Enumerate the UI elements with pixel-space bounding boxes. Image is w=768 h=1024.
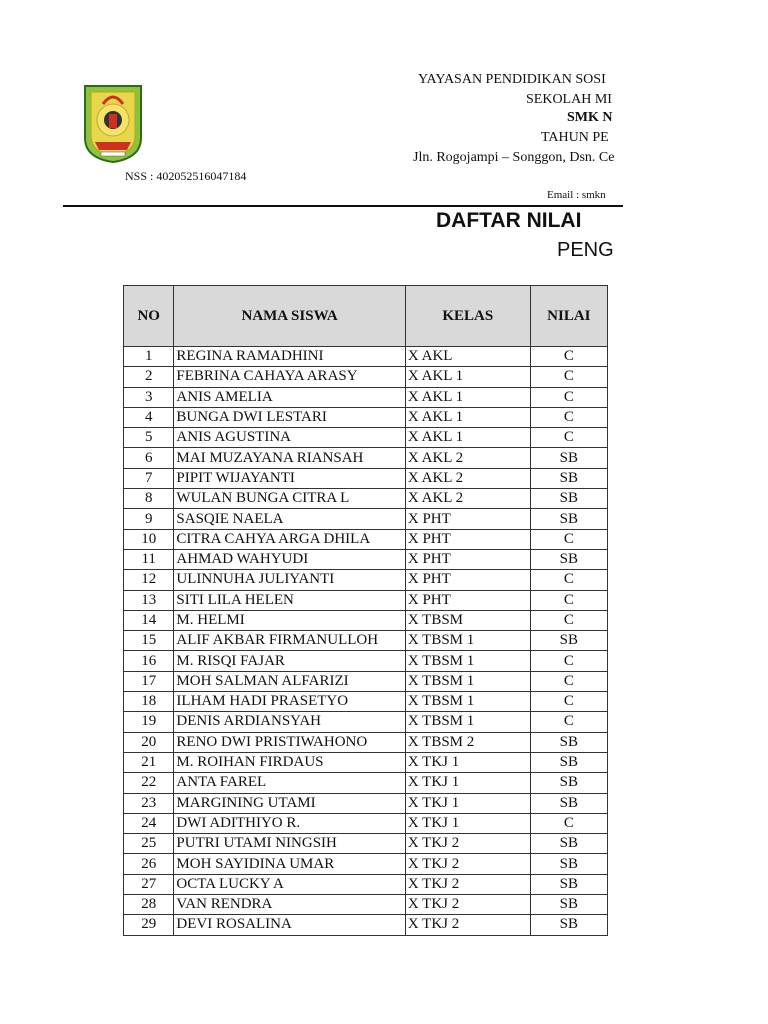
cell-no: 8 (124, 489, 174, 509)
cell-nilai: C (530, 387, 607, 407)
cell-nama-siswa: M. HELMI (174, 610, 405, 630)
school-name: SMK N (567, 110, 613, 125)
cell-nilai: C (530, 813, 607, 833)
cell-nama-siswa: ANIS AMELIA (174, 387, 405, 407)
cell-nama-siswa: MAI MUZAYANA RIANSAH (174, 448, 405, 468)
table-row (124, 773, 608, 793)
table-row (124, 570, 608, 590)
foundation-name: YAYASAN PENDIDIKAN SOSI (418, 72, 606, 87)
cell-kelas: X TKJ 2 (405, 854, 530, 874)
cell-kelas: X PHT (405, 509, 530, 529)
cell-nama-siswa: CITRA CAHYA ARGA DHILA (174, 529, 405, 549)
cell-kelas: X AKL (405, 347, 530, 367)
cell-kelas: X PHT (405, 590, 530, 610)
cell-nama-siswa: AHMAD WAHYUDI (174, 549, 405, 569)
cell-nilai: C (530, 529, 607, 549)
cell-kelas: X TKJ 2 (405, 834, 530, 854)
table-row (124, 509, 608, 529)
cell-nama-siswa: ANTA FAREL (174, 773, 405, 793)
cell-nilai: C (530, 347, 607, 367)
cell-nilai: C (530, 590, 607, 610)
cell-nama-siswa: SASQIE NAELA (174, 509, 405, 529)
cell-nilai: C (530, 692, 607, 712)
cell-nama-siswa: DWI ADITHIYO R. (174, 813, 405, 833)
cell-nilai: SB (530, 549, 607, 569)
cell-no: 14 (124, 610, 174, 630)
table-row (124, 692, 608, 712)
cell-nama-siswa: ALIF AKBAR FIRMANULLOH (174, 631, 405, 651)
cell-kelas: X TKJ 1 (405, 773, 530, 793)
cell-nilai: C (530, 407, 607, 427)
cell-nilai: SB (530, 489, 607, 509)
cell-nama-siswa: ANIS AGUSTINA (174, 428, 405, 448)
column-header-nama-siswa: NAMA SISWA (174, 286, 405, 347)
cell-no: 12 (124, 570, 174, 590)
cell-no: 23 (124, 793, 174, 813)
cell-kelas: X TKJ 2 (405, 915, 530, 935)
table-row (124, 448, 608, 468)
column-header-nilai: NILAI (530, 286, 607, 347)
cell-no: 29 (124, 915, 174, 935)
cell-nilai: SB (530, 509, 607, 529)
cell-nama-siswa: BUNGA DWI LESTARI (174, 407, 405, 427)
table-row (124, 407, 608, 427)
cell-kelas: X PHT (405, 529, 530, 549)
table-header-row (124, 286, 608, 347)
cell-nilai: C (530, 570, 607, 590)
cell-kelas: X AKL 1 (405, 367, 530, 387)
table-row (124, 468, 608, 488)
cell-nilai: SB (530, 895, 607, 915)
cell-kelas: X TKJ 1 (405, 793, 530, 813)
cell-nama-siswa: ULINNUHA JULIYANTI (174, 570, 405, 590)
cell-no: 21 (124, 752, 174, 772)
table-row (124, 874, 608, 894)
table-row (124, 590, 608, 610)
cell-nilai: SB (530, 793, 607, 813)
table-row (124, 813, 608, 833)
table-row (124, 347, 608, 367)
cell-nilai: SB (530, 854, 607, 874)
cell-no: 25 (124, 834, 174, 854)
cell-no: 2 (124, 367, 174, 387)
table-row (124, 834, 608, 854)
school-email: Email : smkn (547, 189, 606, 201)
cell-nilai: C (530, 428, 607, 448)
cell-kelas: X AKL 2 (405, 489, 530, 509)
cell-no: 5 (124, 428, 174, 448)
nss-number: NSS : 402052516047184 (125, 169, 247, 183)
header-divider (63, 205, 623, 207)
cell-kelas: X TKJ 1 (405, 752, 530, 772)
column-header-kelas: KELAS (405, 286, 530, 347)
cell-no: 28 (124, 895, 174, 915)
table-row (124, 428, 608, 448)
column-header-no: NO (124, 286, 174, 347)
cell-no: 26 (124, 854, 174, 874)
cell-kelas: X TKJ 2 (405, 874, 530, 894)
table-row (124, 387, 608, 407)
cell-kelas: X TBSM (405, 610, 530, 630)
cell-nama-siswa: M. ROIHAN FIRDAUS (174, 752, 405, 772)
cell-no: 6 (124, 448, 174, 468)
cell-no: 7 (124, 468, 174, 488)
cell-nama-siswa: ILHAM HADI PRASETYO (174, 692, 405, 712)
table-row (124, 712, 608, 732)
cell-kelas: X PHT (405, 570, 530, 590)
academic-year: TAHUN PE (541, 130, 609, 145)
school-emblem-logo (81, 80, 145, 164)
cell-no: 24 (124, 813, 174, 833)
table-row (124, 732, 608, 752)
table-row (124, 793, 608, 813)
cell-nilai: SB (530, 915, 607, 935)
cell-no: 15 (124, 631, 174, 651)
cell-no: 17 (124, 671, 174, 691)
cell-kelas: X TBSM 1 (405, 692, 530, 712)
cell-no: 18 (124, 692, 174, 712)
cell-nama-siswa: FEBRINA CAHAYA ARASY (174, 367, 405, 387)
cell-nama-siswa: DEVI ROSALINA (174, 915, 405, 935)
cell-kelas: X TKJ 2 (405, 895, 530, 915)
cell-kelas: X AKL 2 (405, 448, 530, 468)
cell-no: 16 (124, 651, 174, 671)
cell-nama-siswa: PUTRI UTAMI NINGSIH (174, 834, 405, 854)
cell-kelas: X TKJ 1 (405, 813, 530, 833)
cell-nama-siswa: OCTA LUCKY A (174, 874, 405, 894)
cell-nama-siswa: DENIS ARDIANSYAH (174, 712, 405, 732)
cell-kelas: X TBSM 2 (405, 732, 530, 752)
table-row (124, 529, 608, 549)
cell-no: 27 (124, 874, 174, 894)
cell-no: 13 (124, 590, 174, 610)
table-row (124, 489, 608, 509)
cell-nama-siswa: M. RISQI FAJAR (174, 651, 405, 671)
cell-nilai: SB (530, 448, 607, 468)
cell-nilai: C (530, 651, 607, 671)
cell-nama-siswa: VAN RENDRA (174, 895, 405, 915)
table-row (124, 752, 608, 772)
cell-nilai: SB (530, 773, 607, 793)
cell-no: 22 (124, 773, 174, 793)
cell-no: 11 (124, 549, 174, 569)
cell-nilai: SB (530, 732, 607, 752)
cell-no: 20 (124, 732, 174, 752)
cell-kelas: X TBSM 1 (405, 631, 530, 651)
cell-nilai: SB (530, 468, 607, 488)
cell-nilai: SB (530, 631, 607, 651)
cell-kelas: X AKL 2 (405, 468, 530, 488)
page-title: DAFTAR NILAI (436, 209, 582, 232)
cell-kelas: X AKL 1 (405, 407, 530, 427)
cell-nilai: SB (530, 874, 607, 894)
cell-nama-siswa: REGINA RAMADHINI (174, 347, 405, 367)
cell-nilai: C (530, 671, 607, 691)
cell-nilai: SB (530, 834, 607, 854)
cell-nama-siswa: PIPIT WIJAYANTI (174, 468, 405, 488)
cell-nilai: C (530, 367, 607, 387)
cell-nilai: C (530, 712, 607, 732)
cell-nama-siswa: WULAN BUNGA CITRA L (174, 489, 405, 509)
cell-nama-siswa: MOH SALMAN ALFARIZI (174, 671, 405, 691)
table-row (124, 854, 608, 874)
cell-nama-siswa: MARGINING UTAMI (174, 793, 405, 813)
cell-kelas: X TBSM 1 (405, 671, 530, 691)
cell-no: 19 (124, 712, 174, 732)
table-row (124, 915, 608, 935)
page-subtitle: PENG (557, 239, 614, 261)
table-row (124, 651, 608, 671)
table-row (124, 549, 608, 569)
cell-no: 1 (124, 347, 174, 367)
table-row (124, 671, 608, 691)
cell-kelas: X AKL 1 (405, 387, 530, 407)
cell-nama-siswa: MOH SAYIDINA UMAR (174, 854, 405, 874)
cell-nama-siswa: SITI LILA HELEN (174, 590, 405, 610)
table-row (124, 367, 608, 387)
cell-kelas: X PHT (405, 549, 530, 569)
cell-nilai: SB (530, 752, 607, 772)
cell-no: 10 (124, 529, 174, 549)
grades-table (123, 285, 608, 936)
cell-nilai: C (530, 610, 607, 630)
table-row (124, 895, 608, 915)
cell-nama-siswa: RENO DWI PRISTIWAHONO (174, 732, 405, 752)
table-row (124, 631, 608, 651)
school-type: SEKOLAH MI (526, 92, 612, 107)
cell-kelas: X TBSM 1 (405, 651, 530, 671)
cell-kelas: X TBSM 1 (405, 712, 530, 732)
school-address: Jln. Rogojampi – Songgon, Dsn. Ce (413, 150, 615, 165)
table-row (124, 610, 608, 630)
cell-kelas: X AKL 1 (405, 428, 530, 448)
cell-no: 3 (124, 387, 174, 407)
cell-no: 9 (124, 509, 174, 529)
cell-no: 4 (124, 407, 174, 427)
